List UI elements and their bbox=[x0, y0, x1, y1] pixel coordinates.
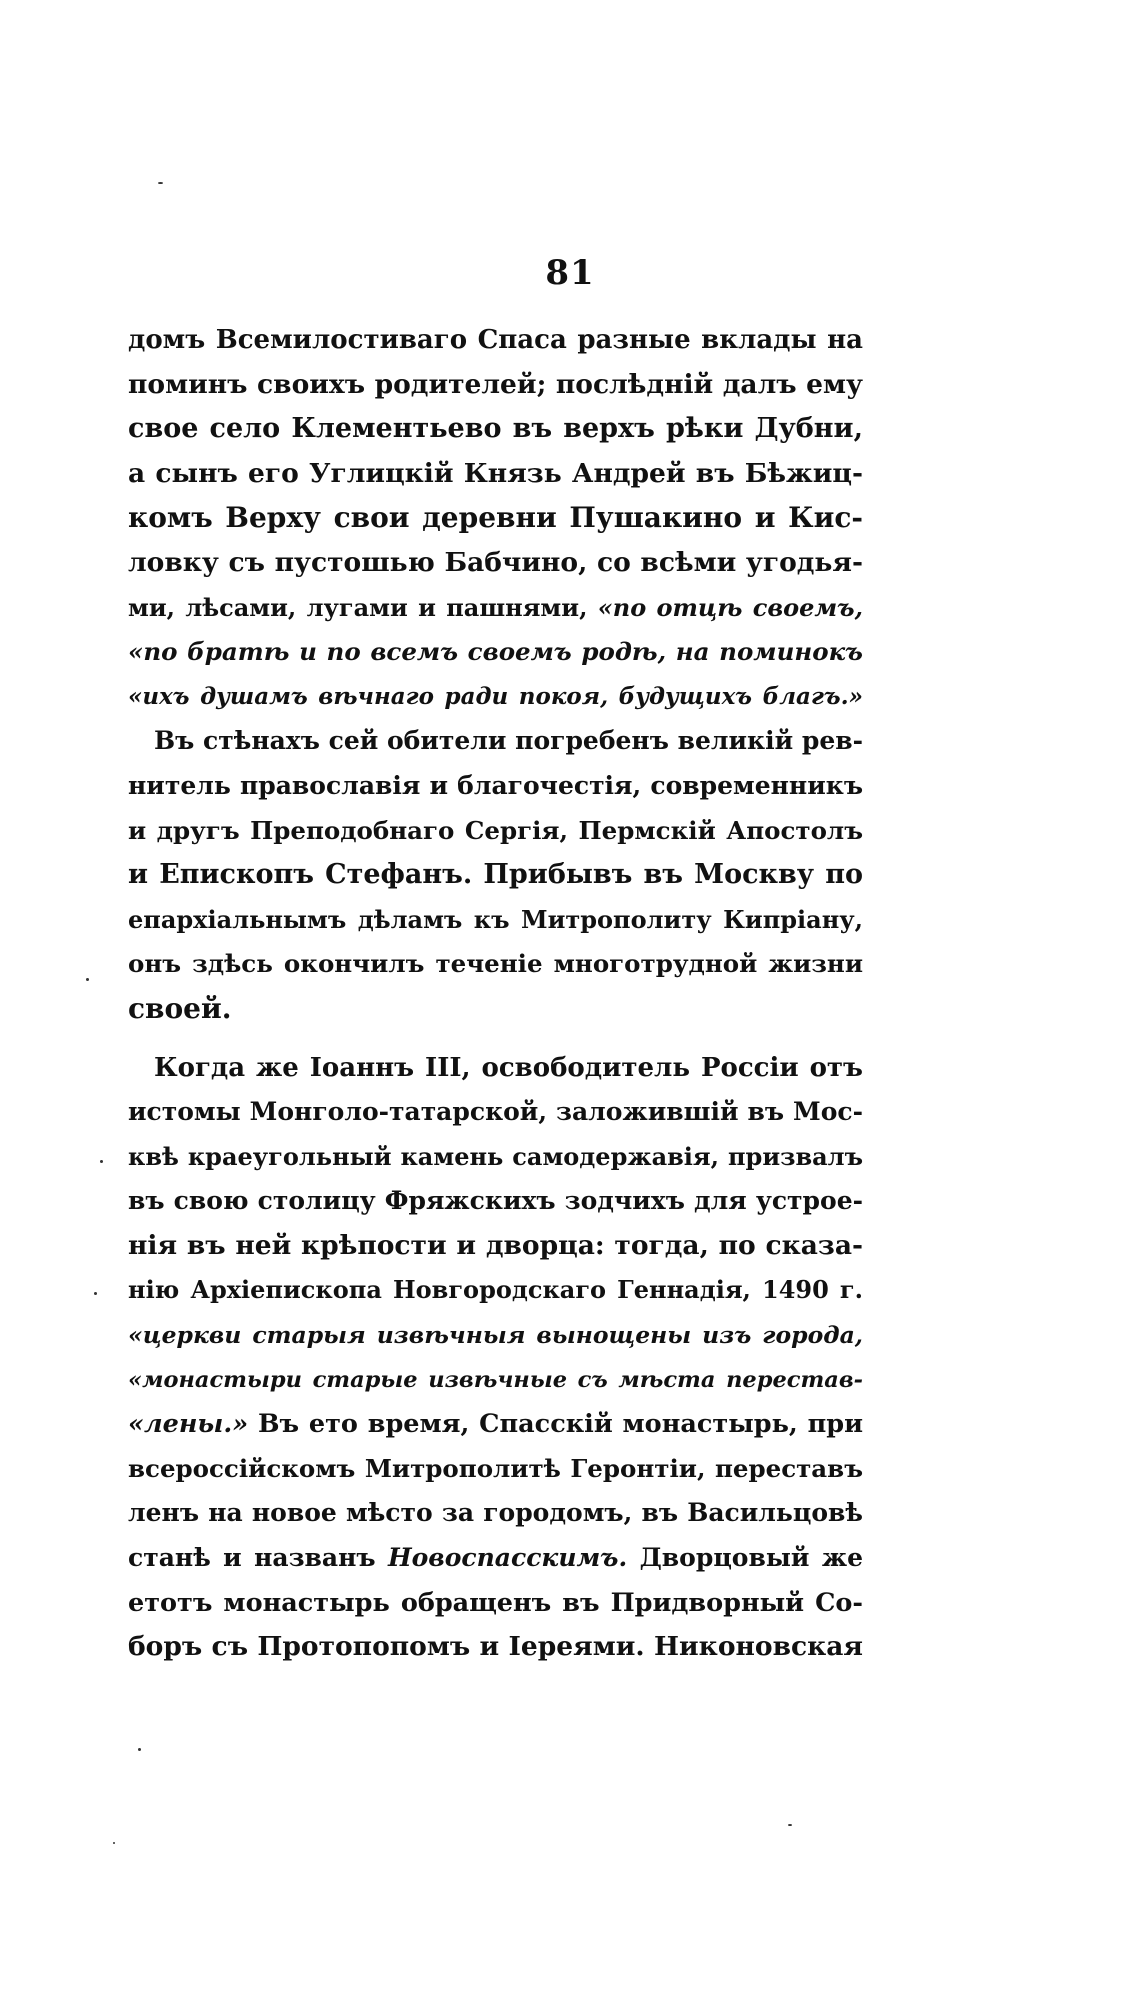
text-line-19: квѣ краеугольный камень самодержавiя, призвалъ bbox=[128, 1141, 863, 1171]
text-line-26: всероссiйскомъ Митрополитѣ Геронтiи, переставъ bbox=[128, 1453, 863, 1483]
text-line-13: и Епископъ Стефанъ. Прибывъ въ Москву по bbox=[128, 859, 863, 891]
page-number: 81 bbox=[545, 253, 595, 293]
text-line-3: свое село Клементьево въ верхъ рѣки Дубни, bbox=[128, 413, 863, 445]
scan-speck bbox=[158, 182, 163, 184]
text-line-15: онъ здѣсь окончилъ теченiе многотрудной жизни bbox=[128, 949, 863, 979]
text-line-11: нитель православiя и благочестiя, современникъ bbox=[128, 770, 863, 800]
scan-speck bbox=[138, 1748, 141, 1751]
text-line-14: епархiальнымъ дѣламъ къ Митрополиту Кипрiану, bbox=[128, 904, 863, 934]
scan-speck bbox=[100, 1160, 103, 1163]
text-line-2: поминъ своихъ родителей; послѣднiй далъ ему bbox=[128, 368, 863, 400]
text-line-25: «лены.» Въ ето время, Спасскiй монастырь, при bbox=[128, 1409, 863, 1440]
text-line-12: и другъ Преподобнаго Сергiя, Пермскiй Апостолъ bbox=[128, 815, 863, 845]
text-line-8: «по братѣ и по всемъ своемъ родѣ, на поминокъ bbox=[128, 637, 863, 667]
text-line-6: ловку съ пустошью Бабчино, со всѣми угодья- bbox=[128, 546, 863, 578]
text-line-29: етотъ монастырь обращенъ въ Придворный Со- bbox=[128, 1587, 863, 1618]
text-line-18: истомы Монголо-татарской, заложившiй въ Мос- bbox=[128, 1097, 863, 1127]
text-line-20: въ свою столицу Фряжскихъ зодчихъ для устрое- bbox=[128, 1186, 863, 1216]
text-line-1: домъ Всемилостиваго Спаса разные вклады на bbox=[128, 325, 863, 355]
text-line-16: своей. bbox=[128, 991, 232, 1025]
text-line-28: станѣ и названъ Новоспасскимъ. Дворцовый же bbox=[128, 1543, 863, 1573]
text-line-23: «церкви старыя извѣчныя вынощены изъ города, bbox=[128, 1321, 863, 1350]
scan-speck bbox=[113, 1842, 115, 1844]
text-line-27: ленъ на новое мѣсто за городомъ, въ Васильцовѣ bbox=[128, 1498, 863, 1528]
text-line-24: «монастыри старые извѣчные съ мѣста перестав- bbox=[128, 1366, 863, 1393]
text-line-30: боръ съ Протопопомъ и Iереями. Никоновская bbox=[128, 1631, 863, 1663]
text-line-17: Когда же Iоаннъ III, освободитель Россiи отъ bbox=[154, 1052, 863, 1083]
body-text bbox=[128, 318, 863, 1670]
text-line-21: нiя въ ней крѣпости и дворца: тогда, по сказа- bbox=[128, 1229, 863, 1261]
text-line-7: ми, лѣсами, лугами и пашнями, «по отцѣ своемъ, bbox=[128, 592, 863, 622]
text-line-5: комъ Верху свои деревни Пушакино и Кис- bbox=[128, 501, 863, 535]
text-line-22: нiю Архiепископа Новгородскаго Геннадiя, 1490 г. bbox=[128, 1275, 863, 1305]
scan-speck bbox=[86, 978, 89, 981]
text-line-10: Въ стѣнахъ сей обители погребенъ великiй рев- bbox=[154, 726, 863, 756]
scan-speck bbox=[94, 1292, 97, 1295]
text-line-9: «ихъ душамъ вѣчнаго ради покоя, будущихъ благъ.» bbox=[128, 682, 863, 710]
scan-speck bbox=[788, 1824, 792, 1826]
text-line-4: а сынъ его Углицкiй Князь Андрей въ Бѣжиц- bbox=[128, 457, 863, 489]
